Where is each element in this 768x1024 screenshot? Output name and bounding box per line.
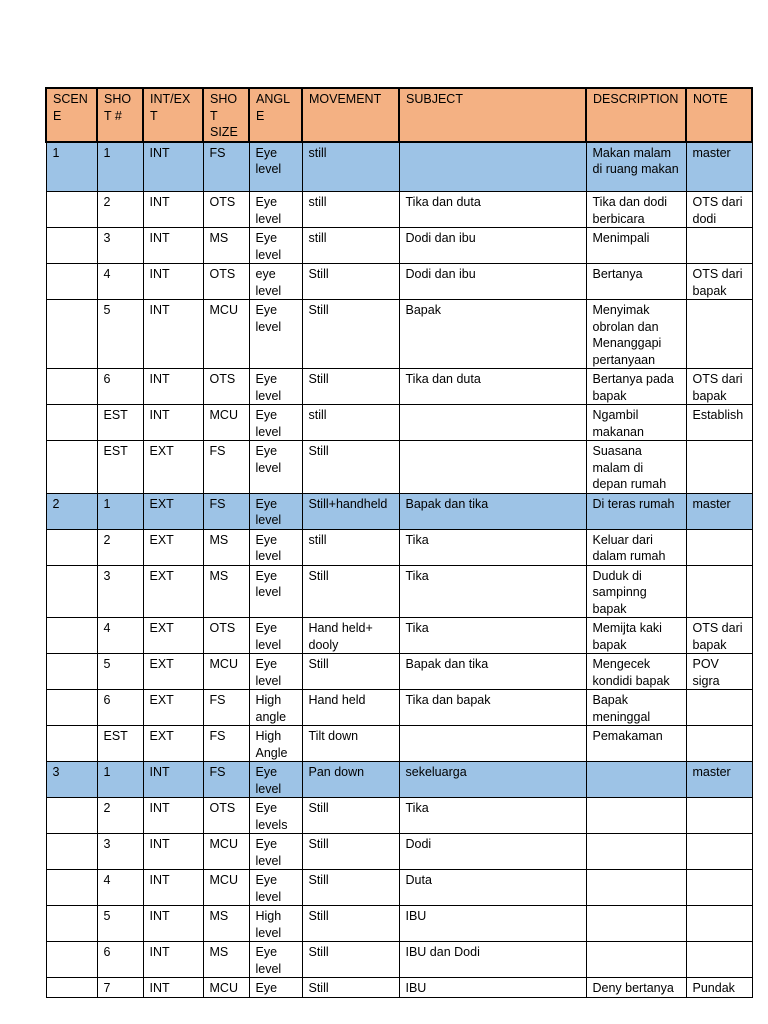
scene-cell (46, 405, 97, 441)
angle-cell: Eye (249, 978, 302, 998)
shot-size-cell: FS (203, 762, 249, 798)
int-ext-cell: INT (143, 405, 203, 441)
subject-cell: Tika (399, 618, 586, 654)
description-cell: Tika dan dodi berbicara (586, 192, 686, 228)
table-row (46, 870, 752, 906)
movement-cell: Still (302, 870, 399, 906)
header-int-ext: INT/EXT (143, 88, 203, 142)
movement-cell: Still (302, 942, 399, 978)
movement-cell: still (302, 142, 399, 192)
note-cell: OTS dari bapak (686, 264, 752, 300)
shot-size-cell: MS (203, 529, 249, 565)
shot-cell: EST (97, 405, 143, 441)
note-cell: OTS dari bapak (686, 618, 752, 654)
angle-cell: Eye level (249, 405, 302, 441)
note-cell (686, 300, 752, 369)
angle-cell: Eye level (249, 834, 302, 870)
shot-size-cell: FS (203, 690, 249, 726)
description-cell: Suasana malam di depan rumah (586, 441, 686, 494)
int-ext-cell: INT (143, 798, 203, 834)
int-ext-cell: EXT (143, 654, 203, 690)
angle-cell: Eye level (249, 192, 302, 228)
description-cell (586, 834, 686, 870)
header-angle: ANGL E (249, 88, 302, 142)
angle-cell: Eye level (249, 228, 302, 264)
int-ext-cell: INT (143, 192, 203, 228)
subject-cell: sekeluarga (399, 762, 586, 798)
subject-cell: Tika dan duta (399, 192, 586, 228)
angle-cell: High level (249, 906, 302, 942)
note-cell (686, 529, 752, 565)
angle-cell: Eye level (249, 441, 302, 494)
shot-size-cell: MS (203, 565, 249, 618)
int-ext-cell: INT (143, 762, 203, 798)
subject-cell: Dodi (399, 834, 586, 870)
subject-cell: Tika (399, 798, 586, 834)
subject-cell: Tika dan bapak (399, 690, 586, 726)
table-row (46, 529, 752, 565)
angle-cell: Eye level (249, 942, 302, 978)
description-cell: Bertanya (586, 264, 686, 300)
subject-cell (399, 441, 586, 494)
table-row (46, 618, 752, 654)
scene-cell (46, 690, 97, 726)
angle-cell: Eye level (249, 654, 302, 690)
angle-cell: Eye level (249, 618, 302, 654)
shot-cell: 5 (97, 906, 143, 942)
description-cell (586, 762, 686, 798)
angle-cell: Eye level (249, 529, 302, 565)
shot-size-cell: FS (203, 493, 249, 529)
note-cell: Pundak (686, 978, 752, 998)
table-row (46, 906, 752, 942)
int-ext-cell: EXT (143, 529, 203, 565)
movement-cell: Hand held+ dooly (302, 618, 399, 654)
note-cell: OTS dari bapak (686, 369, 752, 405)
shot-cell: 3 (97, 565, 143, 618)
movement-cell: Still (302, 441, 399, 494)
int-ext-cell: INT (143, 300, 203, 369)
scene-cell (46, 942, 97, 978)
subject-cell (399, 142, 586, 192)
description-cell: Makan malam di ruang makan (586, 142, 686, 192)
shot-cell: 7 (97, 978, 143, 998)
note-cell (686, 906, 752, 942)
angle-cell: Eye level (249, 870, 302, 906)
shot-size-cell: FS (203, 726, 249, 762)
scene-cell (46, 798, 97, 834)
int-ext-cell: INT (143, 942, 203, 978)
scene-cell (46, 264, 97, 300)
shot-cell: 6 (97, 942, 143, 978)
subject-cell: Tika dan duta (399, 369, 586, 405)
scene-cell: 2 (46, 493, 97, 529)
shot-size-cell: FS (203, 441, 249, 494)
angle-cell: Eye level (249, 565, 302, 618)
scene-cell: 3 (46, 762, 97, 798)
scene-cell (46, 369, 97, 405)
movement-cell: still (302, 192, 399, 228)
scene-cell (46, 834, 97, 870)
shot-cell: 1 (97, 762, 143, 798)
int-ext-cell: EXT (143, 726, 203, 762)
int-ext-cell: INT (143, 264, 203, 300)
scene-cell (46, 192, 97, 228)
shot-cell: 5 (97, 654, 143, 690)
note-cell (686, 441, 752, 494)
shot-cell: 4 (97, 870, 143, 906)
int-ext-cell: INT (143, 906, 203, 942)
scene-cell (46, 618, 97, 654)
scene-cell (46, 906, 97, 942)
subject-cell: IBU (399, 906, 586, 942)
shot-size-cell: FS (203, 142, 249, 192)
movement-cell: Still (302, 798, 399, 834)
scene-cell (46, 441, 97, 494)
subject-cell: Dodi dan ibu (399, 264, 586, 300)
movement-cell: Still (302, 906, 399, 942)
note-cell: master (686, 762, 752, 798)
movement-cell: Still+handheld (302, 493, 399, 529)
movement-cell: Tilt down (302, 726, 399, 762)
scene-start-row (46, 762, 752, 798)
shot-size-cell: OTS (203, 369, 249, 405)
movement-cell: still (302, 405, 399, 441)
subject-cell: Duta (399, 870, 586, 906)
note-cell (686, 565, 752, 618)
description-cell: Bertanya pada bapak (586, 369, 686, 405)
table-row (46, 228, 752, 264)
shot-size-cell: MCU (203, 300, 249, 369)
scene-cell (46, 228, 97, 264)
note-cell: OTS dari dodi (686, 192, 752, 228)
header-subject: SUBJECT (399, 88, 586, 142)
subject-cell: Bapak dan tika (399, 493, 586, 529)
header-note: NOTE (686, 88, 752, 142)
shot-cell: 2 (97, 192, 143, 228)
subject-cell: Bapak dan tika (399, 654, 586, 690)
description-cell (586, 870, 686, 906)
shot-size-cell: OTS (203, 192, 249, 228)
scene-cell (46, 565, 97, 618)
subject-cell: Bapak (399, 300, 586, 369)
description-cell: Memijta kaki bapak (586, 618, 686, 654)
shot-cell: 4 (97, 264, 143, 300)
angle-cell: eye level (249, 264, 302, 300)
scene-cell (46, 870, 97, 906)
shot-cell: 3 (97, 228, 143, 264)
note-cell (686, 942, 752, 978)
note-cell (686, 798, 752, 834)
table-row (46, 300, 752, 369)
table-row (46, 565, 752, 618)
shot-cell: 5 (97, 300, 143, 369)
movement-cell: still (302, 228, 399, 264)
subject-cell (399, 405, 586, 441)
subject-cell (399, 726, 586, 762)
header-description: DESCRIPTION (586, 88, 686, 142)
subject-cell: Tika (399, 565, 586, 618)
note-cell (686, 690, 752, 726)
scene-start-row (46, 142, 752, 192)
shot-size-cell: MCU (203, 834, 249, 870)
description-cell: Mengecek kondidi bapak (586, 654, 686, 690)
table-row (46, 654, 752, 690)
subject-cell: IBU dan Dodi (399, 942, 586, 978)
shot-size-cell: MCU (203, 405, 249, 441)
movement-cell: Still (302, 369, 399, 405)
description-cell: Menyimak obrolan dan Menanggapi pertanyaan (586, 300, 686, 369)
angle-cell: Eye level (249, 300, 302, 369)
movement-cell: still (302, 529, 399, 565)
table-header-row (46, 88, 752, 142)
subject-cell: Dodi dan ibu (399, 228, 586, 264)
description-cell (586, 942, 686, 978)
shot-size-cell: OTS (203, 798, 249, 834)
subject-cell: Tika (399, 529, 586, 565)
note-cell (686, 726, 752, 762)
movement-cell: Still (302, 654, 399, 690)
description-cell: Duduk di sampinng bapak (586, 565, 686, 618)
scene-cell (46, 300, 97, 369)
header-shot: SHOT # (97, 88, 143, 142)
int-ext-cell: EXT (143, 618, 203, 654)
int-ext-cell: EXT (143, 441, 203, 494)
int-ext-cell: INT (143, 870, 203, 906)
table-row (46, 834, 752, 870)
scene-start-row (46, 493, 752, 529)
int-ext-cell: INT (143, 369, 203, 405)
angle-cell: Eye level (249, 493, 302, 529)
shot-size-cell: OTS (203, 264, 249, 300)
table-row (46, 942, 752, 978)
angle-cell: High angle (249, 690, 302, 726)
shot-cell: 4 (97, 618, 143, 654)
shot-cell: EST (97, 441, 143, 494)
shot-cell: 2 (97, 798, 143, 834)
table-row (46, 978, 752, 998)
angle-cell: Eye level (249, 369, 302, 405)
shot-list-table (45, 87, 753, 998)
angle-cell: Eye level (249, 762, 302, 798)
note-cell (686, 870, 752, 906)
table-row (46, 690, 752, 726)
int-ext-cell: INT (143, 228, 203, 264)
scene-cell (46, 726, 97, 762)
movement-cell: Pan down (302, 762, 399, 798)
angle-cell: High Angle (249, 726, 302, 762)
note-cell (686, 834, 752, 870)
shot-cell: EST (97, 726, 143, 762)
table-row (46, 726, 752, 762)
description-cell: Keluar dari dalam rumah (586, 529, 686, 565)
shot-cell: 3 (97, 834, 143, 870)
scene-cell (46, 978, 97, 998)
header-movement: MOVEMENT (302, 88, 399, 142)
int-ext-cell: EXT (143, 565, 203, 618)
description-cell: Di teras rumah (586, 493, 686, 529)
header-shot-size: SHOT SIZE (203, 88, 249, 142)
note-cell: POV sigra (686, 654, 752, 690)
shot-cell: 2 (97, 529, 143, 565)
angle-cell: Eye levels (249, 798, 302, 834)
shot-list-body (46, 142, 752, 998)
shot-size-cell: OTS (203, 618, 249, 654)
description-cell: Menimpali (586, 228, 686, 264)
shot-cell: 6 (97, 369, 143, 405)
shot-size-cell: MCU (203, 978, 249, 998)
table-row (46, 798, 752, 834)
shot-cell: 6 (97, 690, 143, 726)
description-cell: Bapak meninggal (586, 690, 686, 726)
header-scene: SCENE (46, 88, 97, 142)
shot-size-cell: MS (203, 228, 249, 264)
scene-cell: 1 (46, 142, 97, 192)
movement-cell: Still (302, 834, 399, 870)
movement-cell: Still (302, 264, 399, 300)
scene-cell (46, 654, 97, 690)
scene-cell (46, 529, 97, 565)
shot-cell: 1 (97, 493, 143, 529)
movement-cell: Still (302, 565, 399, 618)
movement-cell: Hand held (302, 690, 399, 726)
int-ext-cell: INT (143, 978, 203, 998)
movement-cell: Still (302, 978, 399, 998)
int-ext-cell: INT (143, 834, 203, 870)
note-cell: master (686, 493, 752, 529)
note-cell: Establish (686, 405, 752, 441)
movement-cell: Still (302, 300, 399, 369)
description-cell (586, 798, 686, 834)
shot-size-cell: MCU (203, 870, 249, 906)
shot-size-cell: MS (203, 906, 249, 942)
table-row (46, 441, 752, 494)
description-cell: Deny bertanya (586, 978, 686, 998)
int-ext-cell: INT (143, 142, 203, 192)
table-row (46, 369, 752, 405)
description-cell: Pemakaman (586, 726, 686, 762)
note-cell: master (686, 142, 752, 192)
angle-cell: Eye level (249, 142, 302, 192)
int-ext-cell: EXT (143, 493, 203, 529)
table-row (46, 264, 752, 300)
description-cell (586, 906, 686, 942)
table-row (46, 192, 752, 228)
int-ext-cell: EXT (143, 690, 203, 726)
description-cell: Ngambil makanan (586, 405, 686, 441)
shot-size-cell: MS (203, 942, 249, 978)
shot-size-cell: MCU (203, 654, 249, 690)
note-cell (686, 228, 752, 264)
shot-cell: 1 (97, 142, 143, 192)
subject-cell: IBU (399, 978, 586, 998)
table-row (46, 405, 752, 441)
